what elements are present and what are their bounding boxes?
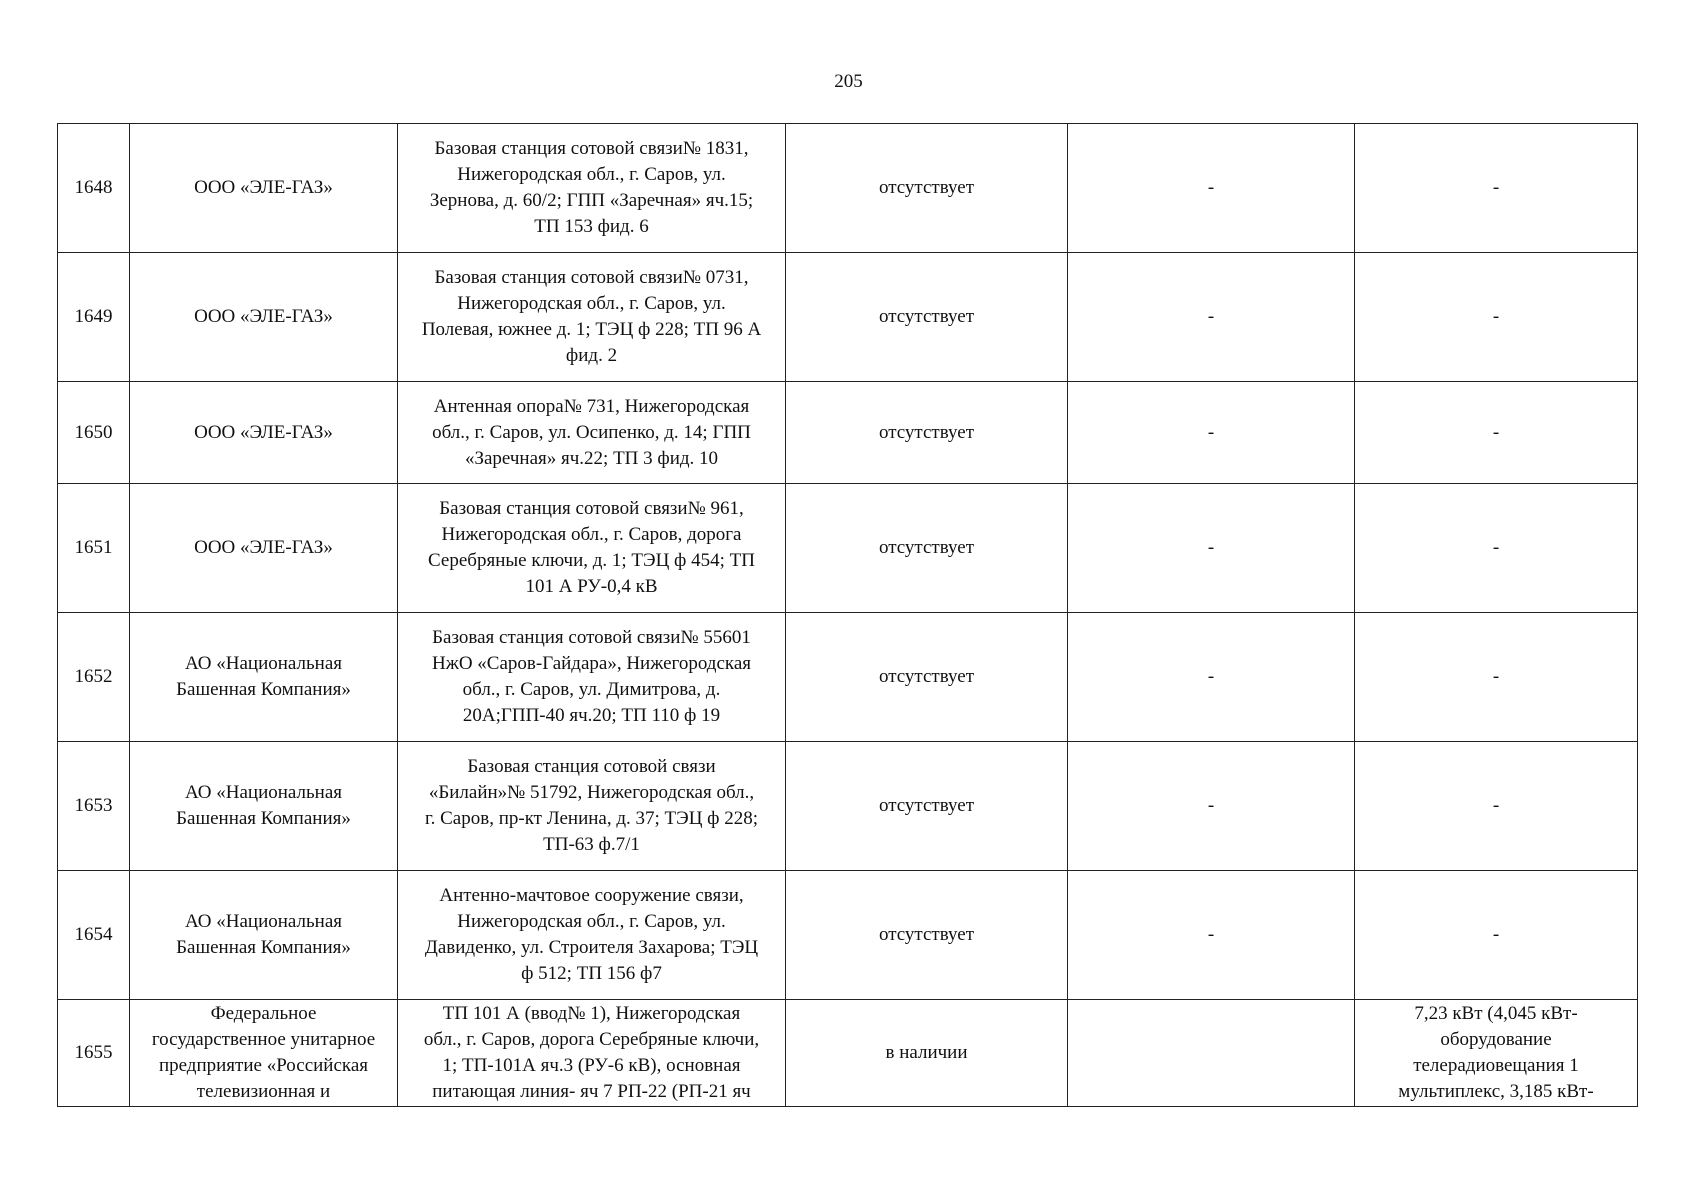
status-cell: отсутствует xyxy=(786,613,1068,742)
table-row xyxy=(58,124,1638,253)
column-6-cell xyxy=(1355,484,1638,613)
table-row xyxy=(58,1000,1638,1107)
cell-line: - xyxy=(1492,306,1500,327)
column-6-cell xyxy=(1355,253,1638,382)
status-cell: отсутствует xyxy=(786,484,1068,613)
cell-line: телевизионная и xyxy=(196,1081,331,1102)
column-5-cell: - xyxy=(1068,871,1355,1000)
cell-line: обл., г. Саров, ул. Димитрова, д. xyxy=(462,679,721,700)
cell-line: - xyxy=(1492,421,1500,443)
cell-line: Башенная Компания» xyxy=(176,808,351,829)
object-address-cell xyxy=(398,871,786,1000)
column-5-cell: - xyxy=(1068,613,1355,742)
cell-line: 1; ТП-101А яч.3 (РУ-6 кВ), основная xyxy=(442,1055,741,1076)
cell-line: ТП 153 фид. 6 xyxy=(534,216,649,237)
table-row xyxy=(58,382,1638,484)
cell-line: Базовая станция сотовой связи№ 0731, xyxy=(434,267,749,288)
cell-line: ООО «ЭЛЕ-ГАЗ» xyxy=(194,537,333,558)
row-number-cell: 1655 xyxy=(58,1000,130,1107)
cell-line: Башенная Компания» xyxy=(176,937,351,958)
status-cell: отсутствует xyxy=(786,124,1068,253)
table-row xyxy=(58,484,1638,613)
cell-line: питающая линия- яч 7 РП-22 (РП-21 яч xyxy=(432,1081,751,1102)
cell-line: обл., г. Саров, ул. Осипенко, д. 14; ГПП xyxy=(432,421,751,443)
cell-line: Базовая станция сотовой связи№ 55601 xyxy=(432,627,751,648)
cell-line: оборудование xyxy=(1440,1029,1552,1050)
cell-line: предприятие «Российская xyxy=(158,1055,369,1076)
organization-cell xyxy=(130,253,398,382)
row-number-cell: 1652 xyxy=(58,613,130,742)
row-number-cell: 1654 xyxy=(58,871,130,1000)
cell-line: - xyxy=(1492,537,1500,558)
cell-line: Башенная Компания» xyxy=(176,679,351,700)
cell-line: Базовая станция сотовой связи№ 961, xyxy=(439,498,744,519)
status-cell: отсутствует xyxy=(786,253,1068,382)
cell-line: ООО «ЭЛЕ-ГАЗ» xyxy=(194,421,333,443)
row-number-cell: 1651 xyxy=(58,484,130,613)
column-5-cell: - xyxy=(1068,124,1355,253)
cell-line: Нижегородская обл., г. Саров, дорога xyxy=(441,524,742,545)
cell-line: «Билайн»№ 51792, Нижегородская обл., xyxy=(428,782,755,803)
row-number-cell: 1650 xyxy=(58,382,130,484)
object-address-cell xyxy=(398,382,786,484)
organization-cell xyxy=(130,382,398,484)
cell-line: Серебряные ключи, д. 1; ТЭЦ ф 454; ТП xyxy=(428,550,755,571)
column-6-cell xyxy=(1355,124,1638,253)
object-address-cell xyxy=(398,253,786,382)
cell-line: г. Саров, пр-кт Ленина, д. 37; ТЭЦ ф 228; xyxy=(424,808,759,829)
object-address-cell xyxy=(398,484,786,613)
cell-line: АО «Национальная xyxy=(185,782,342,803)
row-number-cell: 1648 xyxy=(58,124,130,253)
cell-line: АО «Национальная xyxy=(185,653,342,674)
cell-line: ООО «ЭЛЕ-ГАЗ» xyxy=(194,177,333,198)
table-row xyxy=(58,871,1638,1000)
cell-line: ТП-63 ф.7/1 xyxy=(543,834,640,855)
cell-line: 20А;ГПП-40 яч.20; ТП 110 ф 19 xyxy=(462,705,721,726)
cell-line: «Заречная» яч.22; ТП 3 фид. 10 xyxy=(464,447,719,469)
cell-line: ООО «ЭЛЕ-ГАЗ» xyxy=(194,306,333,327)
status-cell: отсутствует xyxy=(786,382,1068,484)
organization-cell xyxy=(130,613,398,742)
column-6-cell xyxy=(1355,871,1638,1000)
cell-line: АО «Национальная xyxy=(185,911,342,932)
cell-line: Нижегородская обл., г. Саров, ул. xyxy=(457,164,726,185)
column-5-cell: - xyxy=(1068,484,1355,613)
object-address-cell xyxy=(398,124,786,253)
column-6-cell xyxy=(1355,1000,1638,1107)
cell-line: обл., г. Саров, дорога Серебряные ключи, xyxy=(423,1029,760,1050)
cell-line: - xyxy=(1492,924,1500,945)
cell-line: - xyxy=(1492,666,1500,687)
object-address-cell xyxy=(398,613,786,742)
document-table xyxy=(57,123,1638,1107)
row-number-cell: 1653 xyxy=(58,742,130,871)
cell-line: Зернова, д. 60/2; ГПП «Заречная» яч.15; xyxy=(429,190,754,211)
organization-cell xyxy=(130,124,398,253)
cell-line: мультиплекс, 3,185 кВт- xyxy=(1398,1081,1594,1102)
cell-line: Нижегородская обл., г. Саров, ул. xyxy=(457,293,726,314)
column-6-cell xyxy=(1355,613,1638,742)
cell-line: Федеральное xyxy=(210,1003,317,1024)
object-address-cell xyxy=(398,742,786,871)
cell-line: 7,23 кВт (4,045 кВт- xyxy=(1414,1003,1578,1024)
column-5-cell: - xyxy=(1068,253,1355,382)
cell-line: ф 512; ТП 156 ф7 xyxy=(521,963,662,984)
cell-line: - xyxy=(1492,795,1500,816)
row-number-cell: 1649 xyxy=(58,253,130,382)
status-cell: отсутствует xyxy=(786,742,1068,871)
cell-line: 101 А РУ-0,4 кВ xyxy=(525,576,658,597)
column-6-cell xyxy=(1355,382,1638,484)
table-row xyxy=(58,253,1638,382)
column-6-cell xyxy=(1355,742,1638,871)
cell-line: телерадиовещания 1 xyxy=(1413,1055,1579,1076)
status-cell: в наличии xyxy=(786,1000,1068,1107)
column-5-cell: - xyxy=(1068,382,1355,484)
cell-line: Нижегородская обл., г. Саров, ул. xyxy=(457,911,726,932)
cell-line: Полевая, южнее д. 1; ТЭЦ ф 228; ТП 96 А xyxy=(421,319,762,340)
cell-line: Давиденко, ул. Строителя Захарова; ТЭЦ xyxy=(424,937,759,958)
cell-line: Антенно-мачтовое сооружение связи, xyxy=(439,885,744,906)
cell-line: НжО «Саров-Гайдара», Нижегородская xyxy=(431,653,752,674)
column-5-cell xyxy=(1068,1000,1355,1107)
cell-line: государственное унитарное xyxy=(151,1029,376,1050)
table-row xyxy=(58,742,1638,871)
cell-line: Базовая станция сотовой связи xyxy=(467,756,716,777)
cell-line: Базовая станция сотовой связи№ 1831, xyxy=(434,138,749,159)
object-address-cell xyxy=(398,1000,786,1107)
status-cell: отсутствует xyxy=(786,871,1068,1000)
organization-cell xyxy=(130,742,398,871)
organization-cell xyxy=(130,871,398,1000)
organization-cell xyxy=(130,1000,398,1107)
cell-line: фид. 2 xyxy=(565,345,618,366)
organization-cell xyxy=(130,484,398,613)
table-row xyxy=(58,613,1638,742)
page-number: 205 xyxy=(834,71,863,92)
cell-line: - xyxy=(1492,177,1500,198)
cell-line: ТП 101 А (ввод№ 1), Нижегородская xyxy=(442,1003,741,1024)
column-5-cell: - xyxy=(1068,742,1355,871)
cell-line: Антенная опора№ 731, Нижегородская xyxy=(433,395,750,417)
